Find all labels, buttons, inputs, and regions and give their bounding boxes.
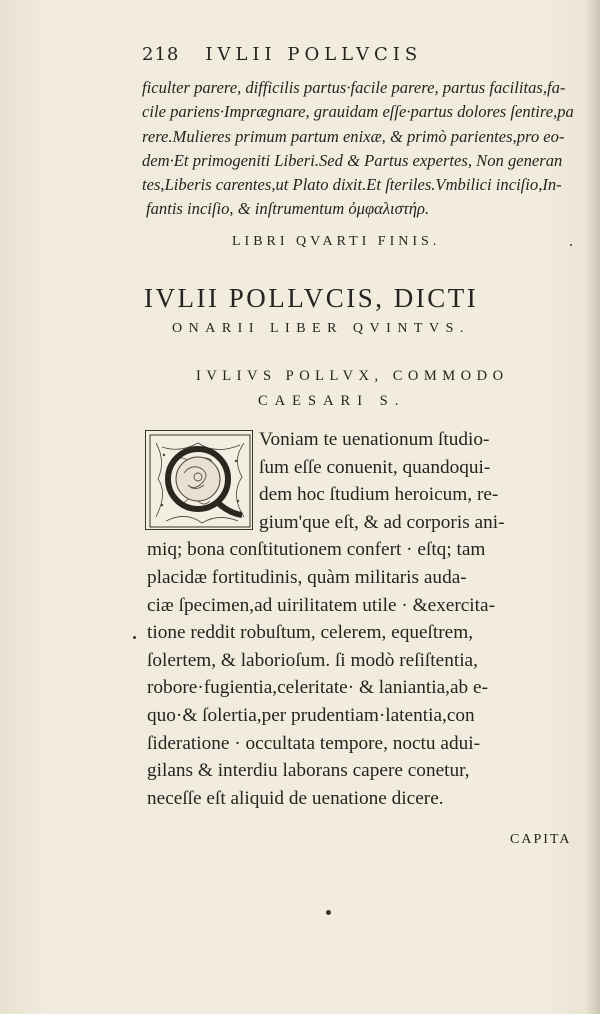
body-line: quo·& ſolertia,per prudentiam·latentia,con	[147, 704, 475, 726]
body-line: ciæ ſpecimen,ad uirilitatem utile · &exercita-	[147, 594, 495, 616]
italic-line: tes,Liberis carentes,ut Plato dixit.Et ſteriles.Vmbilici inciſio,In-	[142, 175, 562, 195]
book-subtitle: ONARII LIBER QVINTVS.	[172, 321, 470, 336]
body-line: robore·fugientia,celeritate· & laniantia,ab e-	[147, 677, 488, 699]
body-line: gilans & interdiu laborans capere conetur,	[147, 760, 470, 782]
dedication-line-1: IVLIVS POLLVX, COMMODO	[196, 368, 509, 384]
main-body-text	[147, 426, 587, 812]
italic-line: dem·Et primogeniti Liberi.Sed & Partus expertes, Non generan	[142, 150, 563, 170]
body-line: placidæ fortitudinis, quàm militaris auda-	[147, 566, 467, 588]
body-line: Voniam te uenationum ſtudio-	[259, 429, 490, 450]
body-line: tione reddit robuſtum, celerem, equeſtrem,	[147, 622, 474, 644]
body-line: gium'que eſt, & ad corporis ani-	[259, 511, 505, 533]
italic-line: ficulter parere, difficilis partus·facile parere, partus facilitas,fa-	[142, 78, 566, 97]
body-line: miq; bona conſtitutionem confert · eſtq; tam	[147, 539, 486, 561]
body-line: neceſſe eſt aliquid de uenatione dicere.	[147, 787, 444, 809]
body-line: ſideratione · occultata tempore, noctu adui-	[147, 732, 480, 754]
body-line: dem hoc ſtudium heroicum, re-	[259, 484, 499, 506]
running-header	[142, 44, 572, 65]
page-number: 218	[142, 44, 180, 65]
paper-speck	[570, 244, 572, 246]
dedication-line-2: CAESARI S.	[258, 393, 406, 409]
paper-speck	[326, 910, 331, 915]
italic-line: fantis inciſio, & inſtrumentum ὀμφαλιστήρ.	[146, 199, 430, 219]
italic-text-block	[142, 76, 587, 222]
italic-line: cile pariens·Imprægnare, grauidam eſſe·partus dolores ſentire,pa	[142, 102, 574, 122]
book-title: IVLII POLLVCIS, DICTI	[144, 283, 479, 313]
body-line: ſolertem, & laborioſum. ſi modò reſiſtentia,	[147, 649, 478, 671]
page-spine-shadow	[586, 0, 600, 1014]
book-end-colophon: LIBRI QVARTI FINIS.	[232, 234, 441, 249]
running-title: IVLII POLLVCIS	[205, 44, 423, 65]
catchword: CAPITA	[510, 832, 572, 847]
italic-line: rere.Mulieres primum partum enixæ, & primò parientes,pro eo-	[142, 126, 565, 146]
body-line: ſum eſſe conuenit, quandoqui-	[259, 456, 491, 478]
paper-speck	[133, 636, 136, 639]
